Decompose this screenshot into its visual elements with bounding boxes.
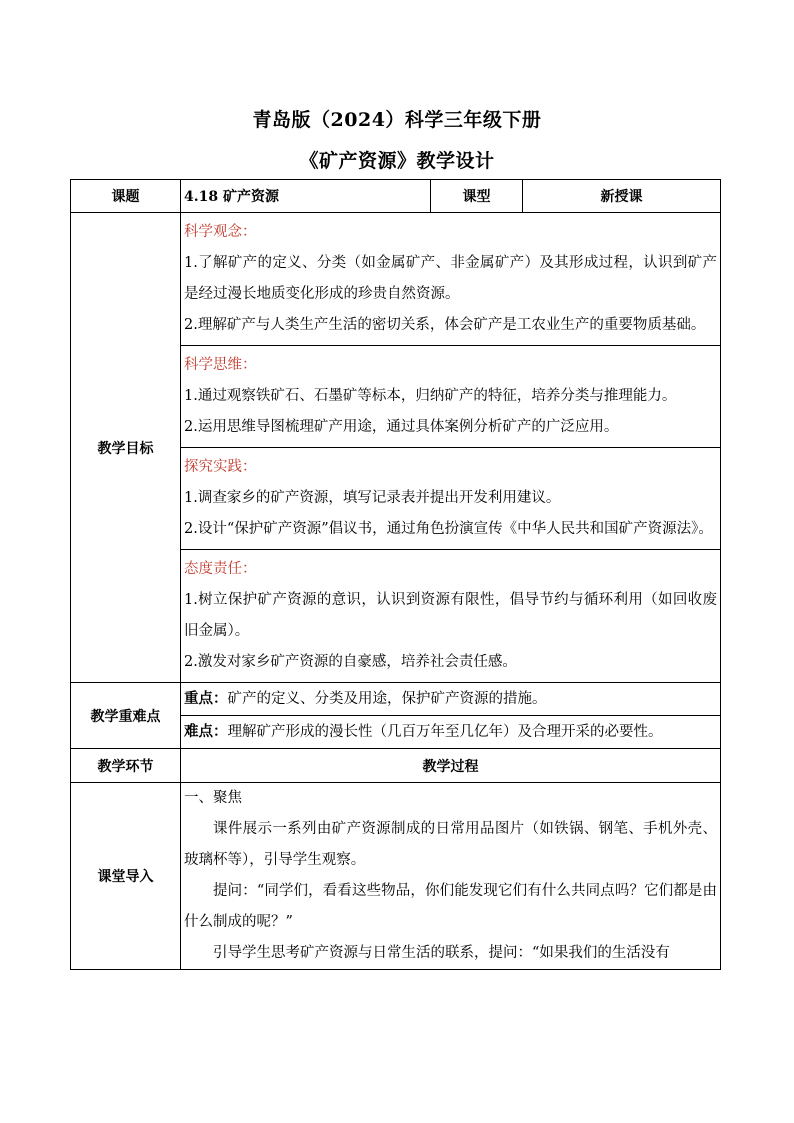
section-heading: 态度责任： — [184, 561, 257, 577]
objective-section — [181, 448, 720, 550]
difficult-point — [181, 716, 720, 748]
key-point-text: 矿产的定义、分类及用途，保护矿产资源的措施。 — [227, 691, 547, 707]
key-points-row — [71, 683, 721, 749]
document-title: 青岛版（2024）科学三年级下册 — [252, 109, 542, 131]
stage-label: 教学环节 — [71, 749, 181, 783]
intro-paragraph: 提问：“同学们，看看这些物品，你们能发现它们有什么共同点吗？它们都是由什么制成的呢？” — [184, 883, 717, 930]
key-points-content — [181, 683, 721, 749]
intro-paragraph: 引导学生思考矿产资源与日常生活的联系，提问：“如果我们的生活没有 — [213, 945, 670, 961]
objective-line: 2.理解矿产与人类生产生活的密切关系，体会矿产是工农业生产的重要物质基础。 — [184, 317, 706, 333]
process-label: 教学过程 — [181, 749, 721, 783]
process-header-row — [71, 749, 721, 783]
objectives-row — [71, 213, 721, 683]
type-label: 课型 — [431, 180, 523, 213]
section-heading: 科学思维： — [184, 357, 257, 373]
objectives-content — [181, 213, 721, 683]
key-point-label: 重点： — [184, 690, 228, 707]
intro-content — [181, 783, 721, 970]
intro-heading: 一、聚焦 — [184, 790, 242, 806]
objective-line: 1.调查家乡的矿产资源，填写记录表并提出开发利用建议。 — [184, 490, 561, 506]
objective-section — [181, 550, 720, 682]
lesson-value: 4.18 矿产资源 — [181, 180, 431, 213]
objective-section — [181, 346, 720, 448]
objective-section — [181, 213, 720, 346]
key-points-label: 教学重难点 — [71, 683, 181, 749]
section-heading: 探究实践： — [184, 459, 257, 475]
intro-row — [71, 783, 721, 970]
lesson-plan-table — [70, 179, 721, 970]
objectives-label: 教学目标 — [71, 213, 181, 683]
section-heading: 科学观念： — [184, 224, 257, 240]
difficult-point-text: 理解矿产形成的漫长性（几百万年至几亿年）及合理开采的必要性。 — [227, 724, 663, 740]
type-value: 新授课 — [523, 180, 721, 213]
objective-line: 2.设计“保护矿产资源”倡议书，通过角色扮演宣传《中华人民共和国矿产资源法》。 — [184, 521, 713, 537]
lesson-label: 课题 — [71, 180, 181, 213]
difficult-point-label: 难点： — [184, 723, 228, 740]
intro-paragraph: 课件展示一系列由矿产资源制成的日常用品图片（如铁锅、钢笔、手机外壳、玻璃杯等），引导学生观察。 — [184, 821, 717, 868]
objective-line: 1.了解矿产的定义、分类（如金属矿产、非金属矿产）及其形成过程，认识到矿产是经过漫长地质变化形成的珍贵自然资源。 — [184, 255, 717, 302]
objective-line: 2.激发对家乡矿产资源的自豪感，培养社会责任感。 — [184, 654, 517, 670]
document-subtitle: 《矿产资源》教学设计 — [299, 150, 495, 172]
objective-line: 2.运用思维导图梳理矿产用途，通过具体案例分析矿产的广泛应用。 — [184, 419, 619, 435]
objective-line: 1.通过观察铁矿石、石墨矿等标本，归纳矿产的特征，培养分类与推理能力。 — [184, 388, 677, 404]
objective-line: 1.树立保护矿产资源的意识，认识到资源有限性，倡导节约与循环利用（如回收废旧金属）。 — [184, 592, 717, 639]
header-row — [71, 180, 721, 213]
key-point — [181, 683, 720, 716]
intro-label: 课堂导入 — [71, 783, 181, 970]
